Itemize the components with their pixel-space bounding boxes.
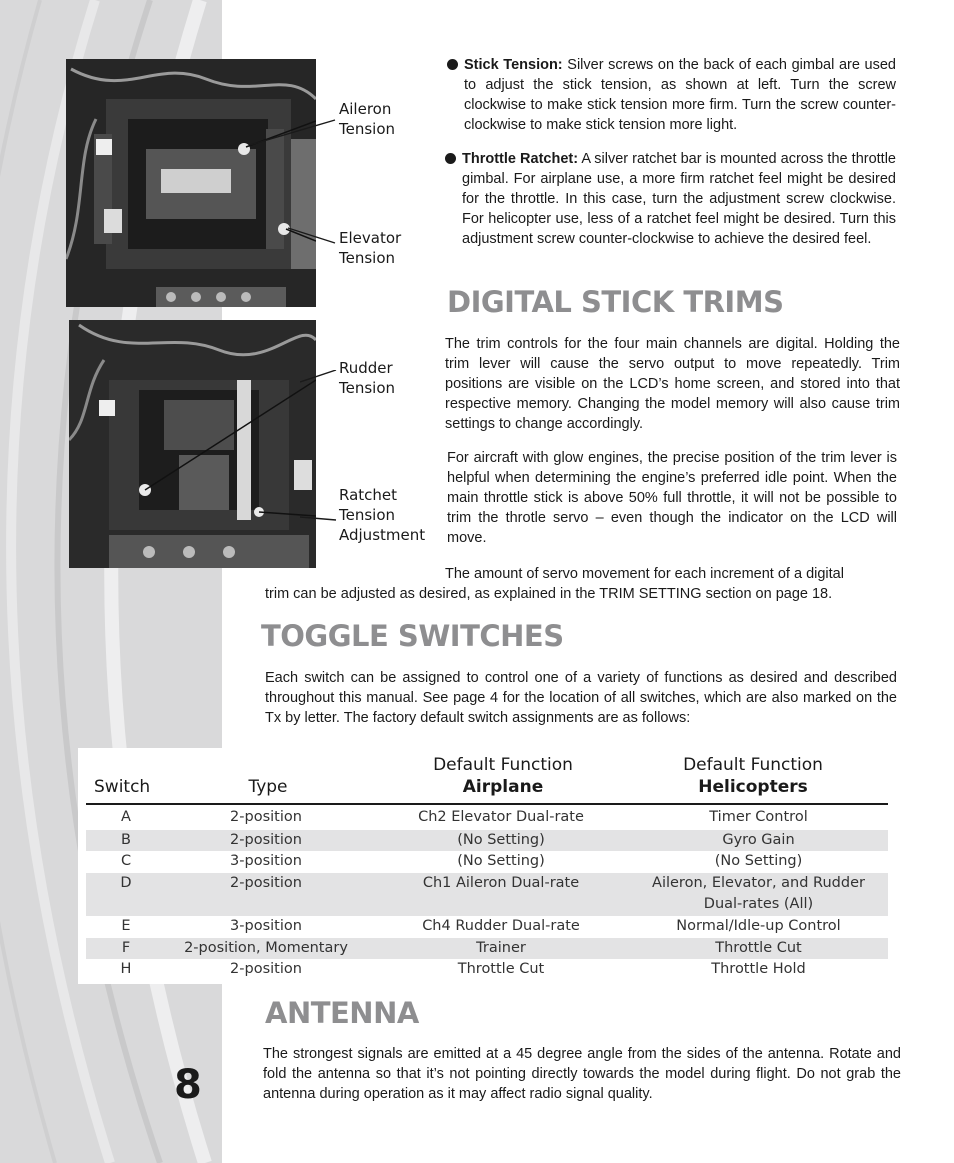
para-digital-trims-2: For aircraft with glow engines, the precise position of the trim lever is helpful when determining the engine’s preferred idle point. When the main throttle stick is above 50% full throttle, it will not be possible to trim the throtle servo – even though the indicator on the LCD will move. [447, 450, 897, 546]
cell-heli-line1: Aileron, Elevator, and Rudder [652, 875, 865, 891]
bullet-term: Throttle Ratchet: [462, 151, 579, 167]
cell-heli: Timer Control [709, 809, 808, 825]
para-digital-trims-3a: The amount of servo movement for each increment of a digital [445, 566, 844, 582]
col-header-type [218, 776, 318, 798]
callout-aileron-tension: Aileron Tension [339, 100, 396, 138]
header-text: Type [248, 777, 288, 797]
bullet-term: Stick Tension: [464, 57, 563, 73]
cell-airplane: Throttle Cut [457, 961, 545, 977]
bullet-throttle-ratchet [462, 149, 896, 249]
cell-type: 2-position, Momentary [184, 940, 348, 956]
cell-heli: Gyro Gain [722, 832, 795, 848]
cell-switch: F [121, 940, 131, 956]
heading-antenna: ANTENNA [265, 996, 419, 1030]
bullet-dot [445, 153, 456, 164]
cell-heli: Throttle Cut [715, 940, 802, 956]
cell-airplane: Ch4 Rudder Dual-rate [422, 918, 580, 934]
para-toggle-switches: Each switch can be assigned to control one of a variety of functions as desired and described throughout this manual. See page 4 for the location of all switches, which are also marked on the Tx by letter. The factory default switch assignments are as follows: [265, 670, 897, 726]
para-digital-trims-1: The trim controls for the four main channels are digital. Holding the trim lever will cause the servo output to move repeatedly. Trim positions are visible on the LCD’s home screen, and stored into that respective memory. Changing the model memory will also cause trim settings to change accordingly. [445, 336, 900, 432]
table-header-rule [86, 803, 888, 805]
callout-lines-top [250, 100, 340, 260]
table-row [86, 873, 888, 916]
cell-switch: E [121, 918, 131, 934]
heading-toggle-switches: TOGGLE SWITCHES [261, 619, 564, 653]
callout-ratchet-tension-adjustment: Ratchet Tension Adjustment [339, 486, 426, 544]
table-row [86, 807, 888, 828]
cell-switch: B [121, 832, 131, 848]
page-number: 8 [174, 1062, 202, 1108]
table-row [86, 916, 888, 937]
cell-switch: A [121, 809, 131, 825]
table-row [86, 938, 888, 959]
cell-type: 2-position [230, 961, 302, 977]
bullet-stick-tension [464, 55, 896, 135]
cell-heli: Normal/Idle-up Control [676, 918, 841, 934]
cell-airplane: Ch2 Elevator Dual-rate [418, 809, 584, 825]
cell-switch: C [120, 853, 132, 869]
cell-heli [631, 873, 886, 915]
cell-heli: Throttle Hold [711, 961, 806, 977]
cell-airplane: (No Setting) [457, 853, 545, 869]
bullet-text: A silver ratchet bar is mounted across the throttle gimbal. For airplane use, a more firm ratchet feel might be desired for the throttle. In this case, turn the adjustment screw clockwise. For helicopter use, less of a ratchet feel might be desired. Turn this adjustment screw counter-clockwise to achieve the desired feel. [462, 151, 896, 247]
cell-type: 2-position [230, 875, 302, 891]
heading-digital-stick-trims: DIGITAL STICK TRIMS [447, 285, 784, 319]
cell-airplane: (No Setting) [457, 832, 545, 848]
header-text: Default Function [433, 755, 573, 775]
callout-elevator-tension: Elevator Tension [339, 229, 402, 267]
cell-switch: H [120, 961, 132, 977]
cell-type: 2-position [230, 832, 302, 848]
para-digital-trims-3b: trim can be adjusted as desired, as explained in the TRIM SETTING section on page 18. [265, 586, 833, 602]
cell-switch: D [120, 875, 132, 891]
cell-type: 2-position [230, 809, 302, 825]
bullet-text: Silver screws on the back of each gimbal are used to adjust the stick tension, as shown at left. Turn the screw clockwise to make stick tension more firm. Turn the screw counter-clockwise to make stick tension more light. [464, 57, 896, 133]
callout-lines-bottom [300, 370, 340, 540]
col-header-switch [88, 776, 174, 798]
callout-rudder-tension: Rudder Tension [339, 359, 396, 397]
header-text: Switch [94, 777, 151, 797]
cell-airplane: Ch1 Aileron Dual-rate [422, 875, 580, 891]
table-row [86, 830, 888, 851]
cell-heli-line2: Dual-rates (All) [703, 896, 814, 912]
col-header-airplane [383, 754, 623, 798]
table-row [86, 959, 888, 980]
bullet-dot [447, 59, 458, 70]
cell-type: 3-position [230, 918, 302, 934]
switch-assignment-table [78, 748, 888, 984]
header-text: Airplane [462, 777, 544, 797]
header-text: Helicopters [698, 777, 808, 797]
header-text: Default Function [683, 755, 823, 775]
gimbal-photo-bottom [69, 320, 316, 568]
para-antenna: The strongest signals are emitted at a 45 degree angle from the sides of the antenna. Rotate and fold the antenna so that it’s not pointing directly towards the model during flight. Do not grab the antenna during operation as it may affect radio signal quality. [263, 1046, 901, 1102]
cell-type: 3-position [230, 853, 302, 869]
table-row [86, 851, 888, 872]
cell-heli: (No Setting) [714, 853, 803, 869]
col-header-helicopters [633, 754, 873, 798]
cell-airplane: Trainer [476, 940, 526, 956]
